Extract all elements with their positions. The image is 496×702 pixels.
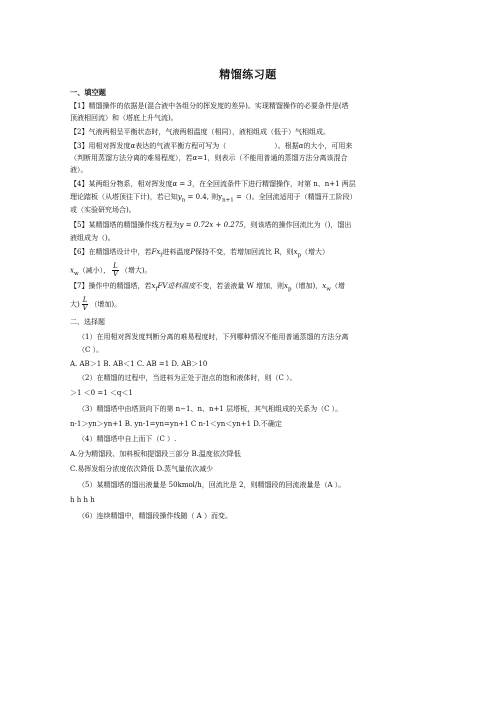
c4-options-1: A.分为精馏段、加料板和提馏段三部分 B.温度依次降低 [70,450,241,458]
section-heading-fill-in: 一、填空题 [70,88,106,97]
c3-line-1: （3）精馏塔中由塔顶向下的第 n−1、n、n+1 层塔板，其气相组成的关系为（C ）。 [78,405,343,413]
q4-line-3: 或（实验研究场合)。 [70,206,136,214]
q6-text-d: （增大） [301,248,330,256]
q6-text-a: 【6】在精馏塔设计中，若 [70,248,152,256]
q4-yn1-sub: n+1 [222,197,234,204]
q6-text-b: 进料温度 [162,248,191,256]
q6-line-2 [70,263,430,278]
q7-text-g: （增加)。 [90,300,122,309]
c1-line-2: （C ）。 [78,346,104,354]
q6-xp-sub: p [297,252,302,259]
page-title: 精馏练习题 [219,68,277,81]
q7-xf: x [151,282,156,290]
q6-text-c: 保持不变，若增加回流比 R，则 [195,248,294,256]
q1-line-2: 顶液相回流）和（塔底上升气流)。 [70,114,178,122]
q5-line-1 [70,221,430,229]
q7-text-d: （增加)， [291,282,323,290]
c6-line-1: （6）连续精馏中，精馏段操作线随（ A ）而变。 [78,512,232,520]
q6-xw: x [70,266,74,275]
alpha-symbol: α [298,142,304,150]
q7-line-1 [70,282,430,293]
q4-line-2 [70,193,430,204]
q7-xw-sub: w [326,286,331,293]
fraction-denominator: V [112,270,119,278]
q6-fraction [112,263,119,278]
alpha-symbol: α [130,142,136,150]
c5-line-1: （5）某精馏塔的馏出液量是 50kmol/h，回流比是 2，则精馏段的回流液量是（A ）。 [78,481,346,489]
q5-text-b: ，则该塔的操作回流比为（)，馏出 [243,221,352,229]
q3-line-2 [70,154,430,162]
q4-line-1 [70,180,430,188]
q6-text-f: （增大)。 [120,266,152,275]
q4-text-b: ，在全回流条件下进行精馏操作，对第 n、n+1 两层 [191,180,356,188]
q5-text-a: 【5】某精馏塔的精馏操作线方程为 [70,221,180,229]
q7-text-a: 【7】操作中的精馏塔，若 [70,282,152,290]
q7-xp: x [284,282,288,290]
fraction-numerator: L [113,262,118,270]
q4-yn-sub: n [181,197,186,204]
q7-fraction [82,297,89,312]
q7-text-f: 大) [70,300,80,309]
q7-line-2 [70,297,430,312]
c2-line-1: （2）在精馏的过程中，当进料为正处于泡点的饱和液体时，则（C ）。 [78,374,297,382]
q4-text-c: 理论踏板（从塔顶往下计)，若已知 [70,193,178,201]
q3-text-c: ）。根据 [274,142,299,150]
c1-options: A. AB＞1 B. AB＜1 C. AB =1 D. AB＞10 [70,360,208,368]
q3-line-1 [70,142,430,150]
q5-equation: y = 0.72x + 0.275 [179,221,244,229]
q5-line-2: 液组成为（)。 [70,234,115,242]
fraction-numerator: L [82,296,88,304]
q7-xw: x [322,282,327,290]
c4-line-1: （4）精馏塔中自上而下（C ）. [78,435,177,443]
section-heading-choice: 二、选择题 [70,318,105,326]
c4-options-2: C.易挥发组分浓度依次降低 D.蒸气量依次减少 [70,465,214,473]
q7-xp-sub: p [288,286,292,293]
q6-fx: Fx [151,248,161,256]
q6-fx-sub: f [160,252,163,259]
q6-xw-sub: w [73,270,79,277]
q6-line-1 [70,248,430,259]
q7-xf-sub: f [155,286,158,293]
alpha-symbol: α [192,154,198,162]
q2-line: 【2】气液两相呈平衡状态时，气液两相温度（相同），液相组成（低于）气相组成。 [70,128,330,136]
q1-line-1: 【1】精馏操作的依据是(混合液中各组分的挥发度的差异)。实现精馏操作的必要条件是(塔 [70,102,349,110]
q7-text-b: FV进料温度 [157,282,196,290]
q3-text-a: 【3】用相对挥发度 [70,142,131,150]
c2-options: ＞1 ＜0 =1 ＜q＜1 [70,389,133,397]
q6-text-e: （减小）， [78,266,111,275]
q4-yn: y [177,193,182,201]
fraction-denominator: V [82,304,88,312]
c1-line-1: （1）在用相对挥发度判断分离的难易程度时，下列哪种情况不能用普通蒸馏的方法分离 [78,333,349,341]
q4-alpha-equation: α = 3 [172,180,192,188]
q7-text-e: （增 [330,282,345,290]
q7-text-c: 不变，若釜液量 W 增加，则 [195,282,285,290]
q4-text-d: = 0.4, 则y [185,193,223,201]
q3-line-3: 液）。 [70,166,88,174]
c3-options: n-1＞yn＞yn+1 B. yn-1=yn=yn+1 C n-1＜yn＜yn+1 D.不确定 [70,420,282,428]
q3-text-e: （判断用蒸馏方法分离的难易程度），若 [70,154,193,162]
q4-text-e: =（)。全回流适用于（精馏开工阶段） [233,193,357,201]
c5-options: h h h h [70,496,95,504]
q3-text-f: =1，则表示（不能用普通的蒸馏方法分离该混合 [197,154,348,162]
q6-p: P [190,248,196,256]
q3-text-d: 的大小，可用来 [303,142,353,150]
q3-text-b: 表达的气液平衡方程可写为（ [135,142,227,150]
q4-text-a: 【4】某两组分物系，相对挥发度 [70,180,173,188]
q6-xp: x [293,248,298,256]
